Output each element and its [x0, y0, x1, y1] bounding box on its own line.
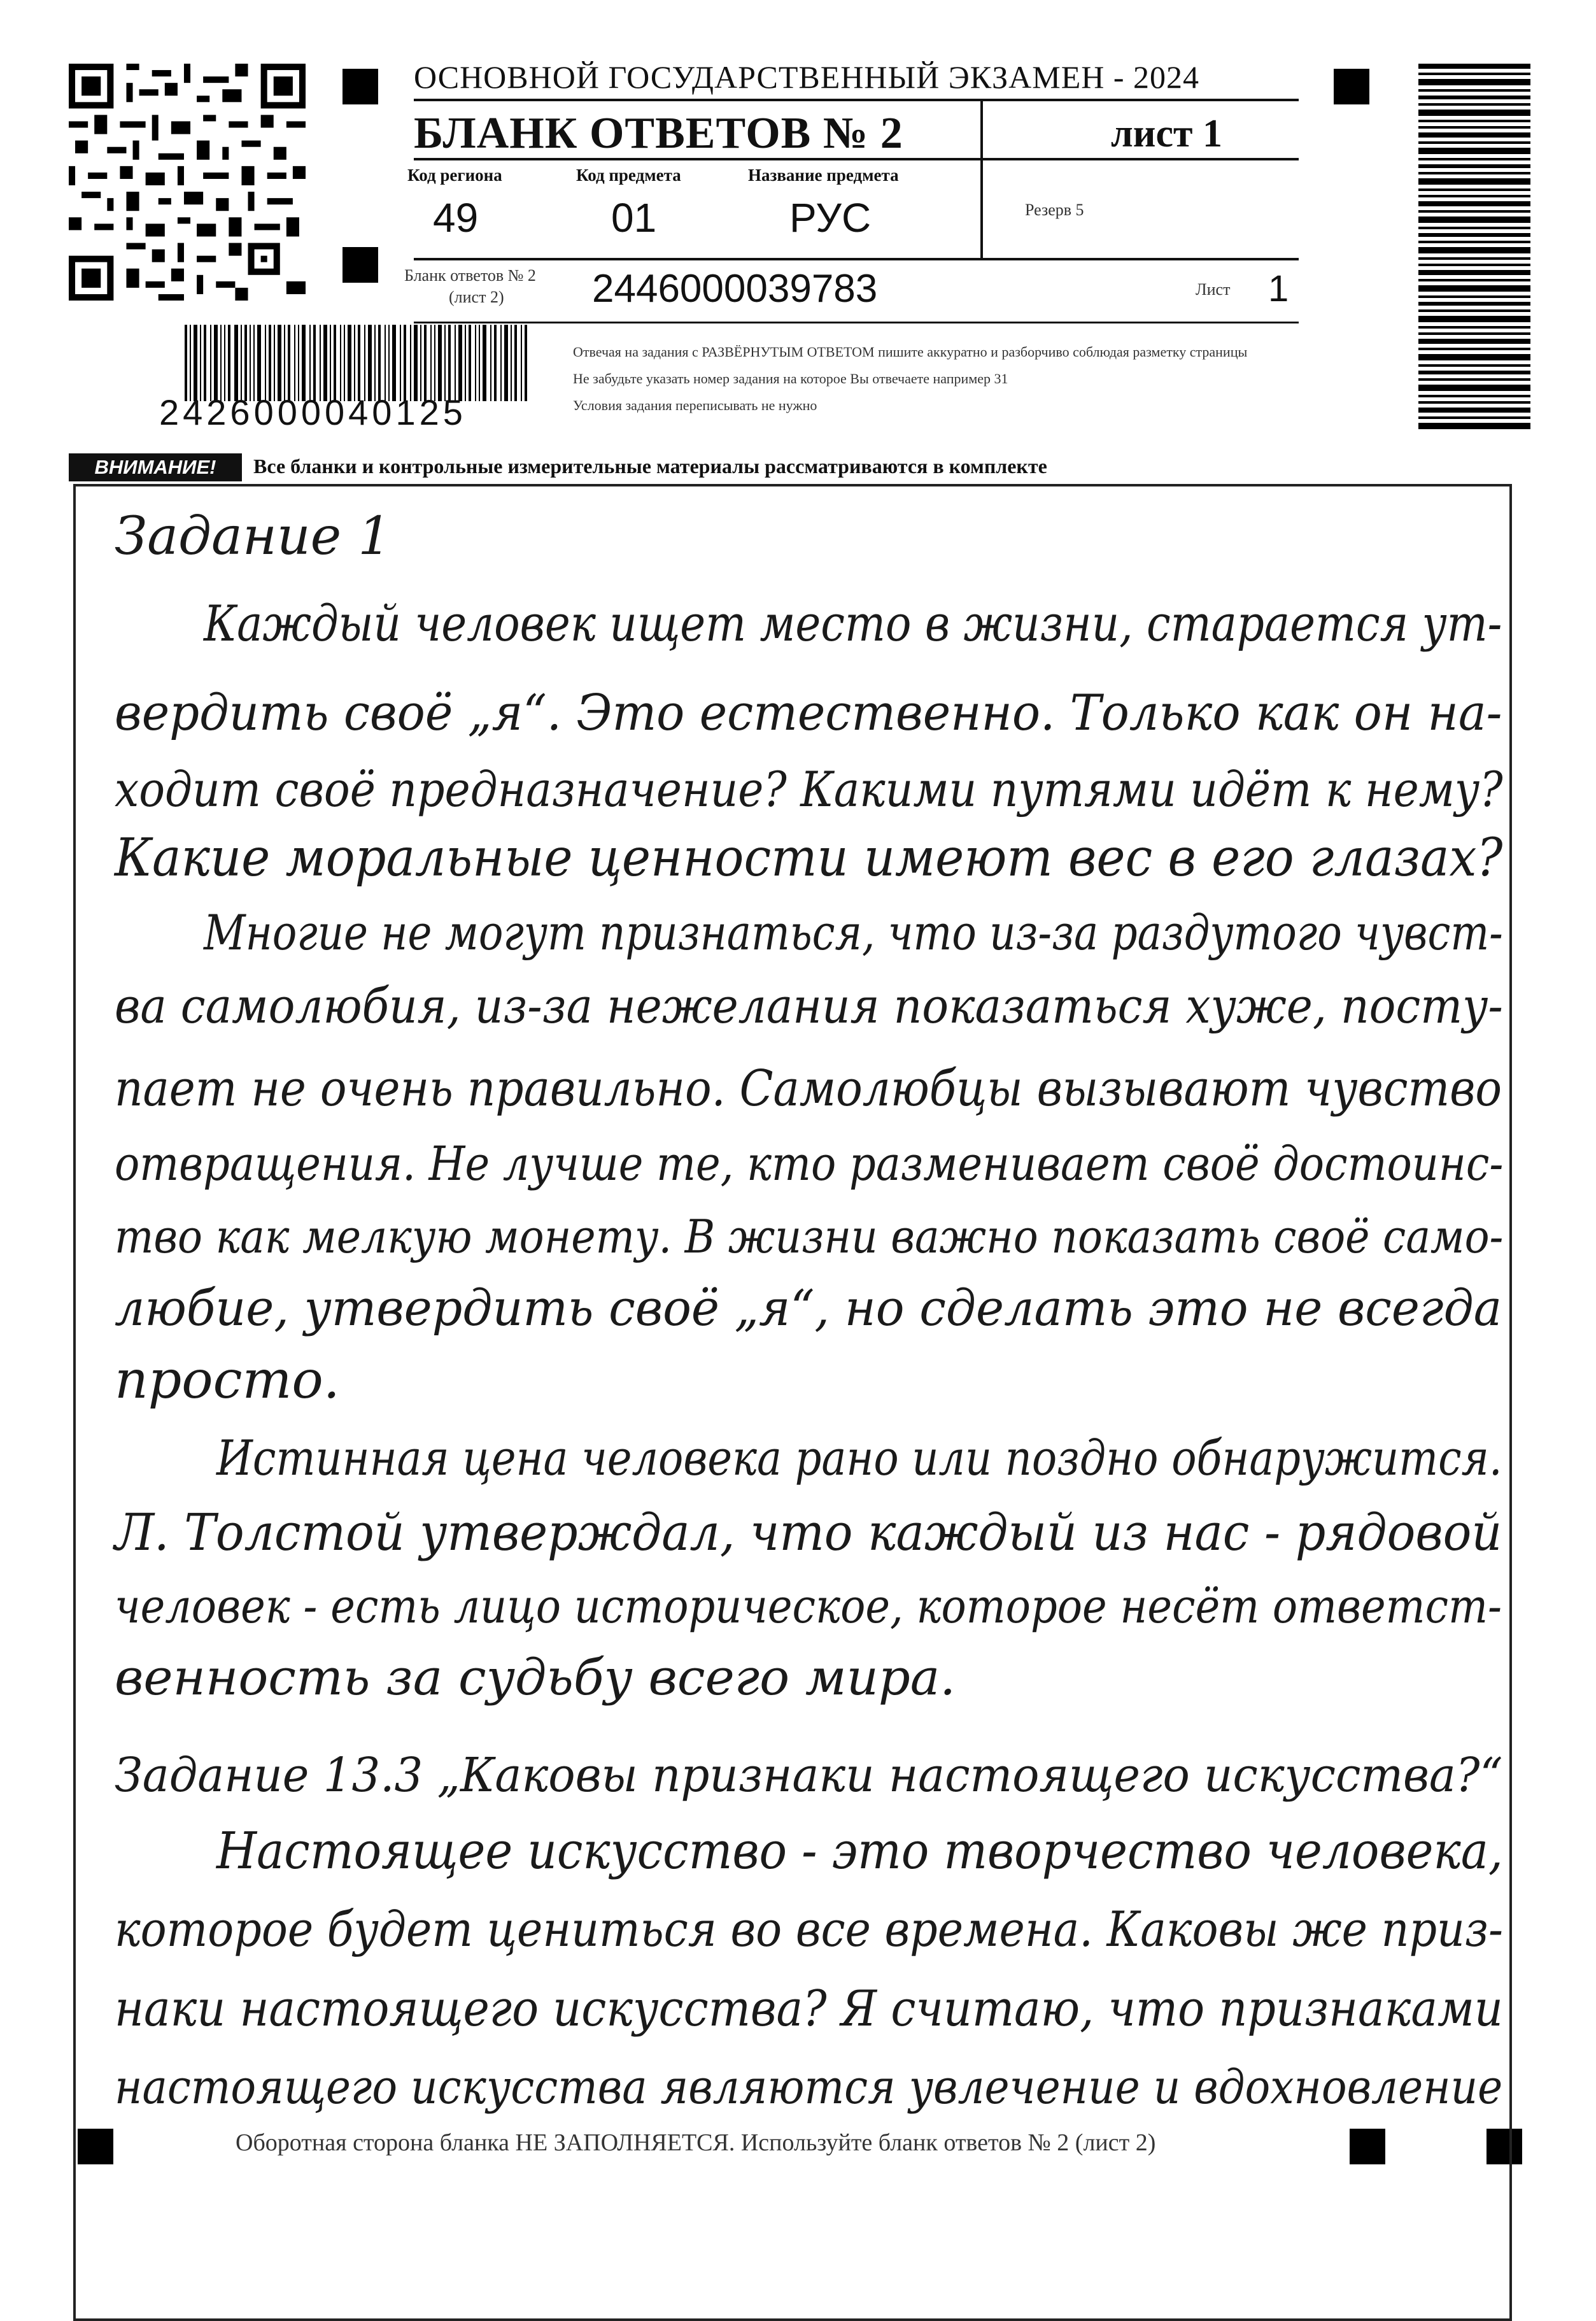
form-ref-label-line1: Бланк ответов № 2 [404, 266, 536, 285]
notice-text: Все бланки и контрольные измерительные материалы рассматриваются в комплекте [253, 455, 1047, 478]
form-ref-label-line2: (лист 2) [449, 288, 504, 306]
handwritten-line: тво как мелкую монету. В жизни важно показать своё само- [115, 1210, 1504, 1263]
handwritten-line: Настоящее искусство - это творчество человека, [216, 1821, 1503, 1880]
handwritten-line: Каждый человек ищет место в жизни, старается ут- [204, 595, 1502, 653]
subject-code-value: 01 [611, 195, 657, 241]
handwritten-line: Задание 1 [115, 506, 392, 567]
handwritten-line: просто. [115, 1350, 340, 1410]
handwritten-line: настоящего искусства являются увлечение и вдохновление [115, 2060, 1503, 2115]
handwritten-line: Л. Толстой утверждал, что каждый из нас - рядовой [115, 1503, 1502, 1562]
alignment-marker-top-left [343, 69, 378, 104]
handwritten-line: Какие моральные ценности имеют вес в его глазах? [115, 828, 1503, 888]
reserve-label: Резерв 5 [1025, 201, 1084, 219]
handwritten-line: ва самолюбия, из-за нежелания показаться хуже, посту- [115, 977, 1503, 1034]
sheet-title: лист 1 [1111, 112, 1222, 155]
instruction-line-3: Условия задания переписывать не нужно [573, 397, 817, 413]
region-code-label: Код региона [407, 166, 502, 185]
sheet-barcode [185, 325, 528, 401]
handwritten-line: человек - есть лицо историческое, которое несёт ответст- [115, 1579, 1502, 1634]
instruction-line-2: Не забудьте указать номер задания на которое Вы отвечаете например 31 [573, 371, 1008, 387]
sheet-number: 1 [1268, 268, 1289, 309]
handwritten-line: отвращения. Не лучше те, кто разменивает своё достоинс- [115, 1137, 1504, 1191]
header-divider [980, 99, 983, 258]
subject-code-label: Код предмета [576, 166, 681, 185]
form-title: БЛАНК ОТВЕТОВ № 2 [414, 109, 903, 158]
handwritten-line: Истинная цена человека рано или поздно обнаружится. [216, 1430, 1502, 1486]
header-rule-top [414, 99, 1299, 101]
subject-name-label: Название предмета [748, 166, 899, 185]
instruction-line-1: Отвечая на задания с РАЗВЁРНУТЫМ ОТВЕТОМ пишите аккуратно и разборчиво соблюдая разметку страницы [573, 344, 1248, 360]
handwritten-line: Многие не могут признаться, что из-за раздутого чувст- [204, 904, 1503, 961]
header-rule-bottom [414, 258, 1299, 260]
form-number-rule [414, 322, 1299, 323]
handwritten-line: пает не очень правильно. Самолюбцы вызывают чувство [115, 1060, 1502, 1118]
exam-title: ОСНОВНОЙ ГОСУДАРСТВЕННЫЙ ЭКЗАМЕН - 2024 [414, 59, 1199, 95]
handwritten-line: вердить своё „я“. Это естественно. Только как он на- [115, 685, 1502, 742]
side-barcode [1418, 64, 1530, 433]
handwritten-line: венность за судьбу всего мира. [115, 1649, 956, 1707]
handwritten-line: ходит своё предназначение? Какими путями идёт к нему? [115, 761, 1503, 818]
subject-name-value: РУС [789, 195, 872, 241]
footer-note: Оборотная сторона бланка НЕ ЗАПОЛНЯЕТСЯ. Используйте бланк ответов № 2 (лист 2) [236, 2129, 1156, 2156]
form-number: 2446000039783 [592, 267, 878, 311]
alignment-marker-top-right [1334, 69, 1369, 104]
handwritten-line: наки настоящего искусства? Я считаю, что признаками [115, 1980, 1503, 2038]
header-rule-mid [414, 158, 1299, 160]
handwritten-line: Задание 13.3 „Каковы признаки настоящего искусства?“ [115, 1748, 1503, 1803]
alignment-marker-mid-left [343, 247, 378, 283]
handwritten-line: любие, утвердить своё „я“, но сделать это не всегда [115, 1280, 1502, 1337]
region-code-value: 49 [433, 195, 479, 241]
sheet-label: Лист [1196, 280, 1231, 299]
notice-badge: ВНИМАНИЕ! [69, 453, 242, 481]
qr-code [69, 64, 306, 301]
handwritten-line: которое будет цениться во все времена. Каковы же приз- [115, 1901, 1504, 1957]
barcode-digits: 2426000040125 [159, 392, 467, 432]
